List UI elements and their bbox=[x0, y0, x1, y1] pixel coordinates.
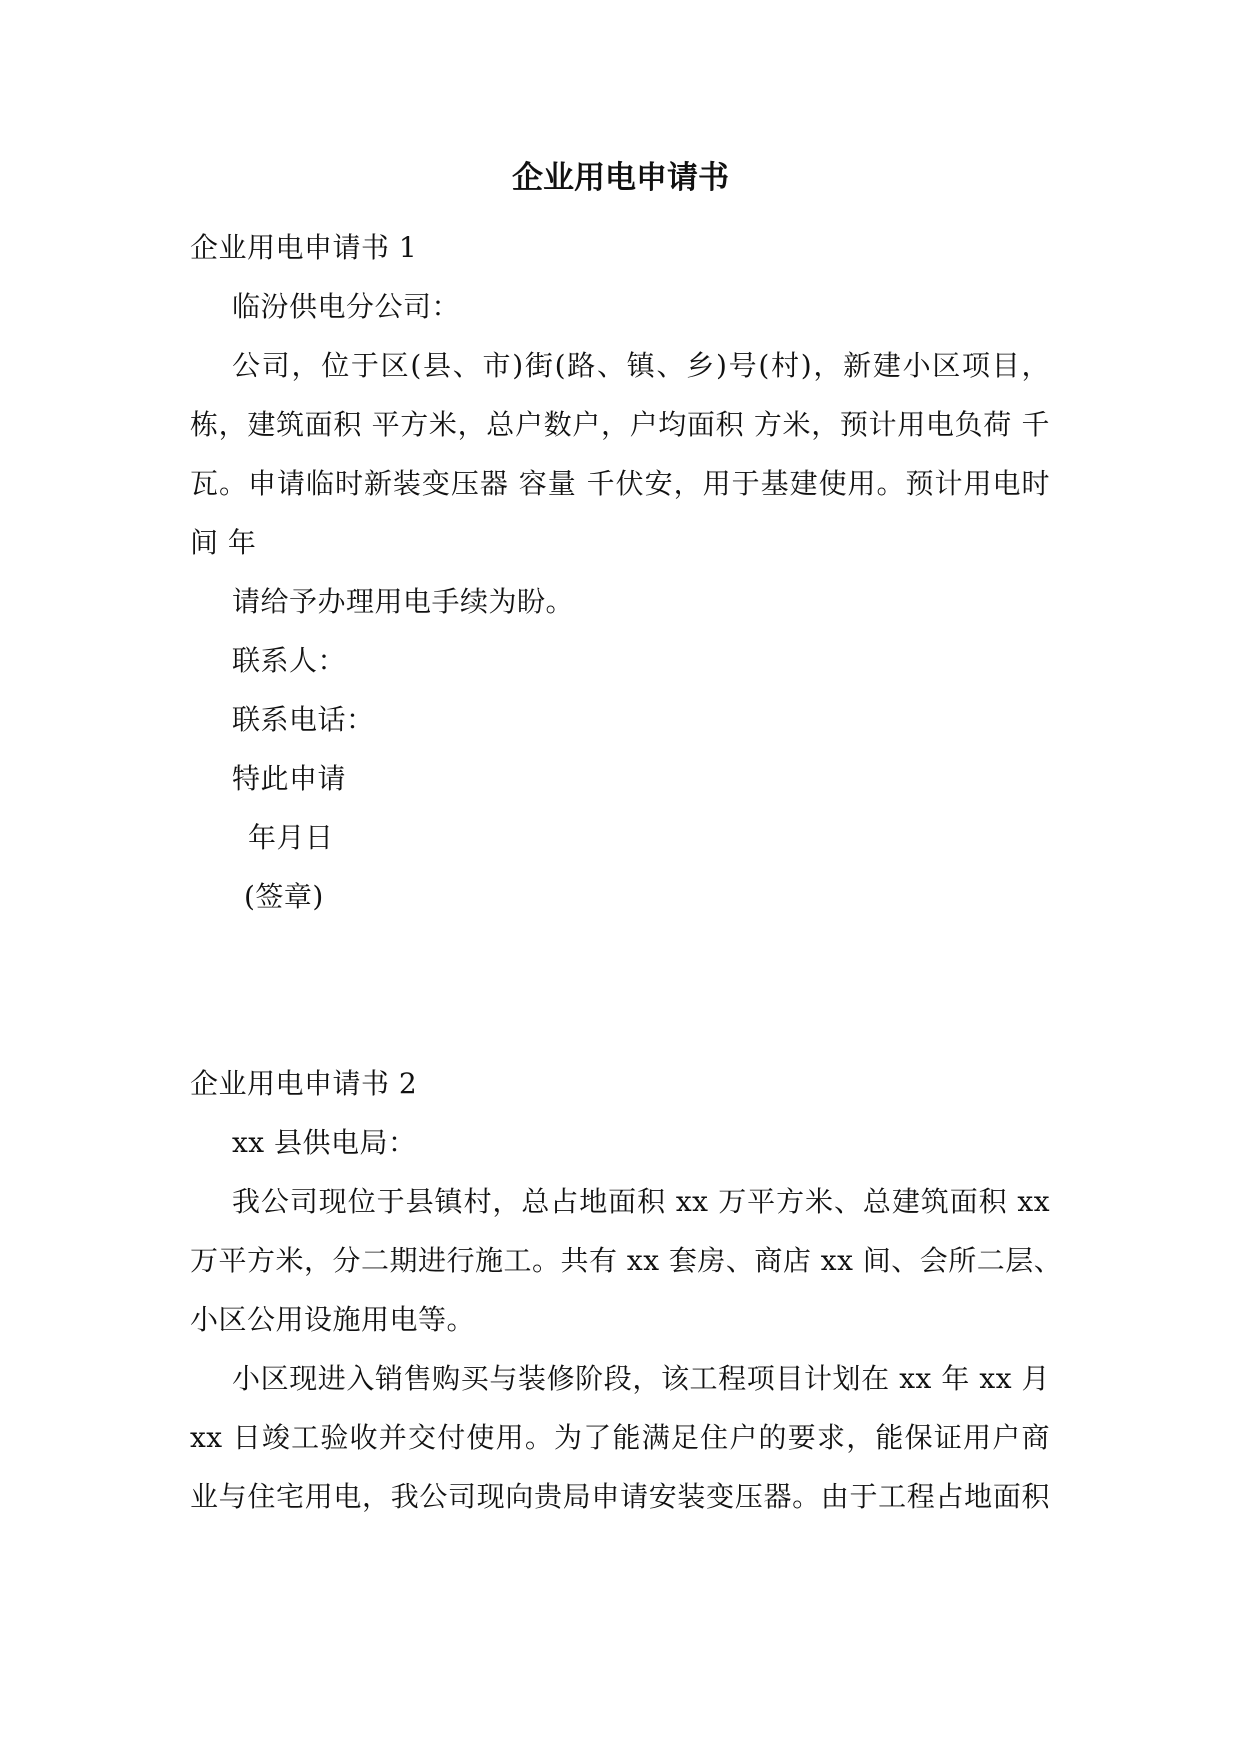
section1-seal: (签章) bbox=[244, 880, 324, 913]
section1-heading: 企业用电申请书 1 bbox=[190, 231, 418, 264]
section2-para1-line: 万平方米，分二期进行施工。共有 xx 套房、商店 xx 间、会所二层、 bbox=[190, 1244, 1063, 1277]
section2-heading: 企业用电申请书 2 bbox=[190, 1067, 418, 1100]
document-title: 企业用电申请书 bbox=[512, 160, 729, 196]
section1-body-line: 栋，建筑面积 平方米，总户数户，户均面积 方米，预计用电负荷 千 bbox=[190, 408, 1050, 441]
section1-body-line: 公司，位于区(县、市)街(路、镇、乡)号(村)，新建小区项目， bbox=[232, 349, 1050, 382]
section2-para1-line: 小区公用设施用电等。 bbox=[190, 1303, 476, 1336]
section2-para2-line: 小区现进入销售购买与装修阶段，该工程项目计划在 xx 年 xx 月 bbox=[232, 1362, 1050, 1395]
section2-para2-line: xx 日竣工验收并交付使用。为了能满足住户的要求，能保证用户商 bbox=[190, 1421, 1050, 1454]
section1-body-line: 瓦。申请临时新装变压器 容量 千伏安，用于基建使用。预计用电时 bbox=[190, 467, 1050, 500]
section2-addressee: xx 县供电局： bbox=[232, 1126, 417, 1159]
section1-closing: 特此申请 bbox=[232, 762, 347, 795]
section1-addressee: 临汾供电分公司： bbox=[232, 290, 461, 323]
section1-body-line: 间 年 bbox=[190, 526, 257, 559]
section2-para2-line: 业与住宅用电，我公司现向贵局申请安装变压器。由于工程占地面积 bbox=[190, 1480, 1050, 1513]
section1-date: 年月日 bbox=[248, 821, 334, 854]
section1-phone: 联系电话： bbox=[232, 703, 375, 736]
section1-request: 请给予办理用电手续为盼。 bbox=[232, 585, 575, 618]
section1-contact: 联系人： bbox=[232, 644, 347, 677]
section2-para1-line: 我公司现位于县镇村，总占地面积 xx 万平方米、总建筑面积 xx bbox=[232, 1185, 1050, 1218]
